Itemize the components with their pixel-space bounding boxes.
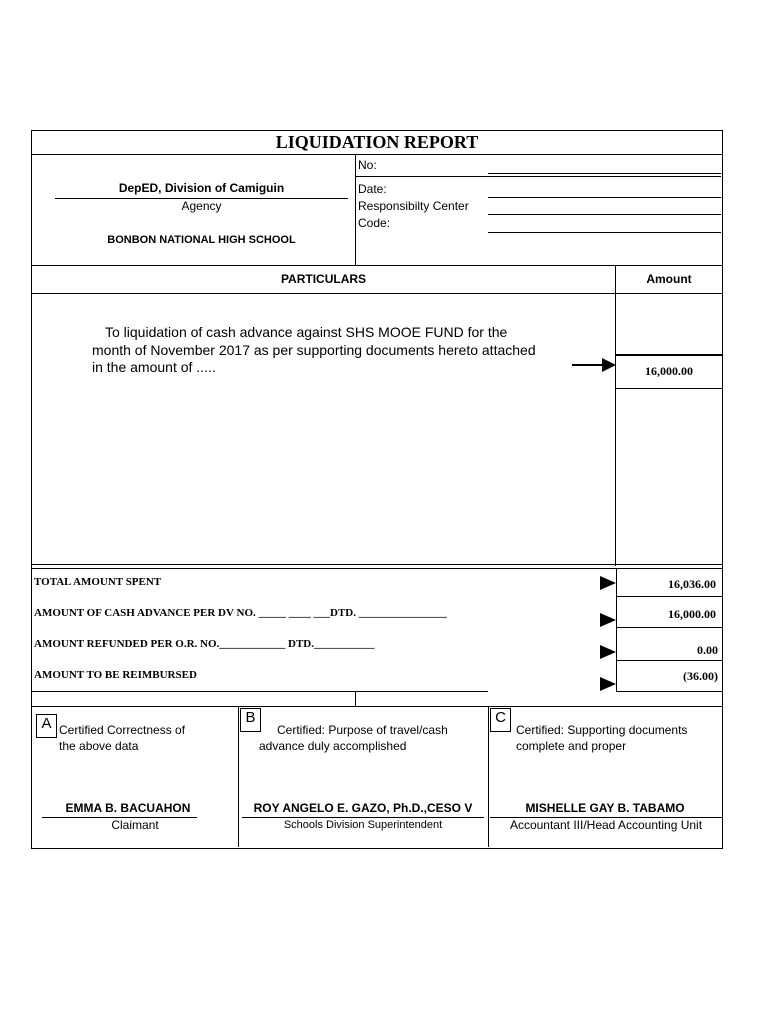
- amount-cell-top: [615, 354, 722, 356]
- header-vertical-divider: [355, 154, 356, 265]
- cert-c-name: MISHELLE GAY B. TABAMO: [525, 801, 685, 815]
- header-bottom: [31, 265, 722, 266]
- body-bottom-1: [31, 564, 722, 565]
- resp-center-label: Responsibilty Center: [358, 199, 469, 213]
- title-divider: [31, 154, 722, 155]
- amount-arrow-shaft: [572, 364, 604, 366]
- amount-cell-bottom: [615, 388, 722, 389]
- cert-c-line-2: complete and proper: [516, 739, 627, 753]
- total-spent-bottom: [616, 596, 722, 597]
- code-label: Code:: [358, 216, 391, 230]
- refunded-arrow-icon: [600, 645, 616, 659]
- cert-c-letter-box: C: [490, 708, 511, 732]
- summary-bottom-right: [616, 691, 722, 692]
- agency-name: DepED, Division of Camiguin: [118, 181, 285, 195]
- code-line: [488, 232, 721, 233]
- cert-b-position: Schools Division Superintendent: [283, 819, 443, 831]
- total-spent-value: 16,036.00: [668, 577, 716, 591]
- cert-c-position: Accountant III/Head Accounting Unit: [509, 818, 703, 832]
- cash-advance-label: AMOUNT OF CASH ADVANCE PER DV NO. _____ ____ ___DTD. ________________: [34, 607, 447, 619]
- refunded-bottom: [616, 660, 722, 661]
- report-title: LIQUIDATION REPORT: [275, 132, 479, 152]
- amount-value: 16,000.00: [645, 364, 693, 378]
- column-divider: [615, 265, 616, 566]
- particulars-line-1: To liquidation of cash advance against SHS MOOE FUND for the: [105, 324, 508, 340]
- table-header-bottom: [31, 293, 722, 294]
- cert-b-name: ROY ANGELO E. GAZO, Ph.D.,CESO V: [253, 801, 473, 815]
- particulars-line-3: in the amount of .....: [92, 359, 216, 375]
- cash-advance-value: 16,000.00: [668, 607, 716, 621]
- amount-header: Amount: [646, 272, 692, 286]
- summary-bottom-left: [31, 691, 488, 692]
- cert-a-letter-box: A: [36, 714, 57, 738]
- total-spent-label: TOTAL AMOUNT SPENT: [34, 576, 162, 588]
- cert-c-line-1: Certified: Supporting documents: [516, 723, 688, 737]
- cert-divider-1: [238, 706, 239, 847]
- no-divider: [355, 176, 721, 177]
- school-name: BONBON NATIONAL HIGH SCHOOL: [107, 234, 296, 246]
- total-spent-arrow-icon: [600, 576, 616, 590]
- no-label: No:: [358, 158, 377, 172]
- reimbursed-value: (36.00): [683, 669, 718, 683]
- reimbursed-label: AMOUNT TO BE REIMBURSED: [34, 669, 197, 681]
- particulars-line-2: month of November 2017 as per supporting documents hereto attached: [92, 342, 536, 358]
- amount-arrow-icon: [602, 358, 616, 372]
- date-line: [488, 197, 721, 198]
- date-label: Date:: [358, 182, 387, 196]
- resp-center-line: [488, 214, 721, 215]
- agency-label: Agency: [181, 199, 222, 213]
- refunded-label: AMOUNT REFUNDED PER O.R. NO.____________ DTD.___________: [34, 638, 375, 650]
- body-bottom-2: [31, 568, 722, 569]
- reimbursed-arrow-icon: [600, 677, 616, 691]
- cash-advance-bottom: [616, 627, 722, 628]
- cert-a-line-2: the above data: [59, 739, 139, 753]
- cert-b-letter-box: B: [240, 708, 261, 732]
- cash-advance-arrow-icon: [600, 613, 616, 627]
- cert-b-line-1: Certified: Purpose of travel/cash: [277, 723, 448, 737]
- cert-a-line-1: Certified Correctness of: [59, 723, 186, 737]
- summary-tick: [355, 691, 356, 706]
- particulars-header: PARTICULARS: [280, 272, 367, 286]
- cert-divider-2: [488, 706, 489, 847]
- cert-a-position: Claimant: [111, 818, 159, 832]
- certification-top: [31, 706, 722, 707]
- cert-b-line-2: advance duly accomplished: [259, 739, 407, 753]
- no-line: [488, 173, 721, 174]
- cert-a-name: EMMA B. BACUAHON: [65, 801, 191, 815]
- cert-b-signature-line: [242, 817, 484, 818]
- refunded-value: 0.00: [697, 643, 718, 657]
